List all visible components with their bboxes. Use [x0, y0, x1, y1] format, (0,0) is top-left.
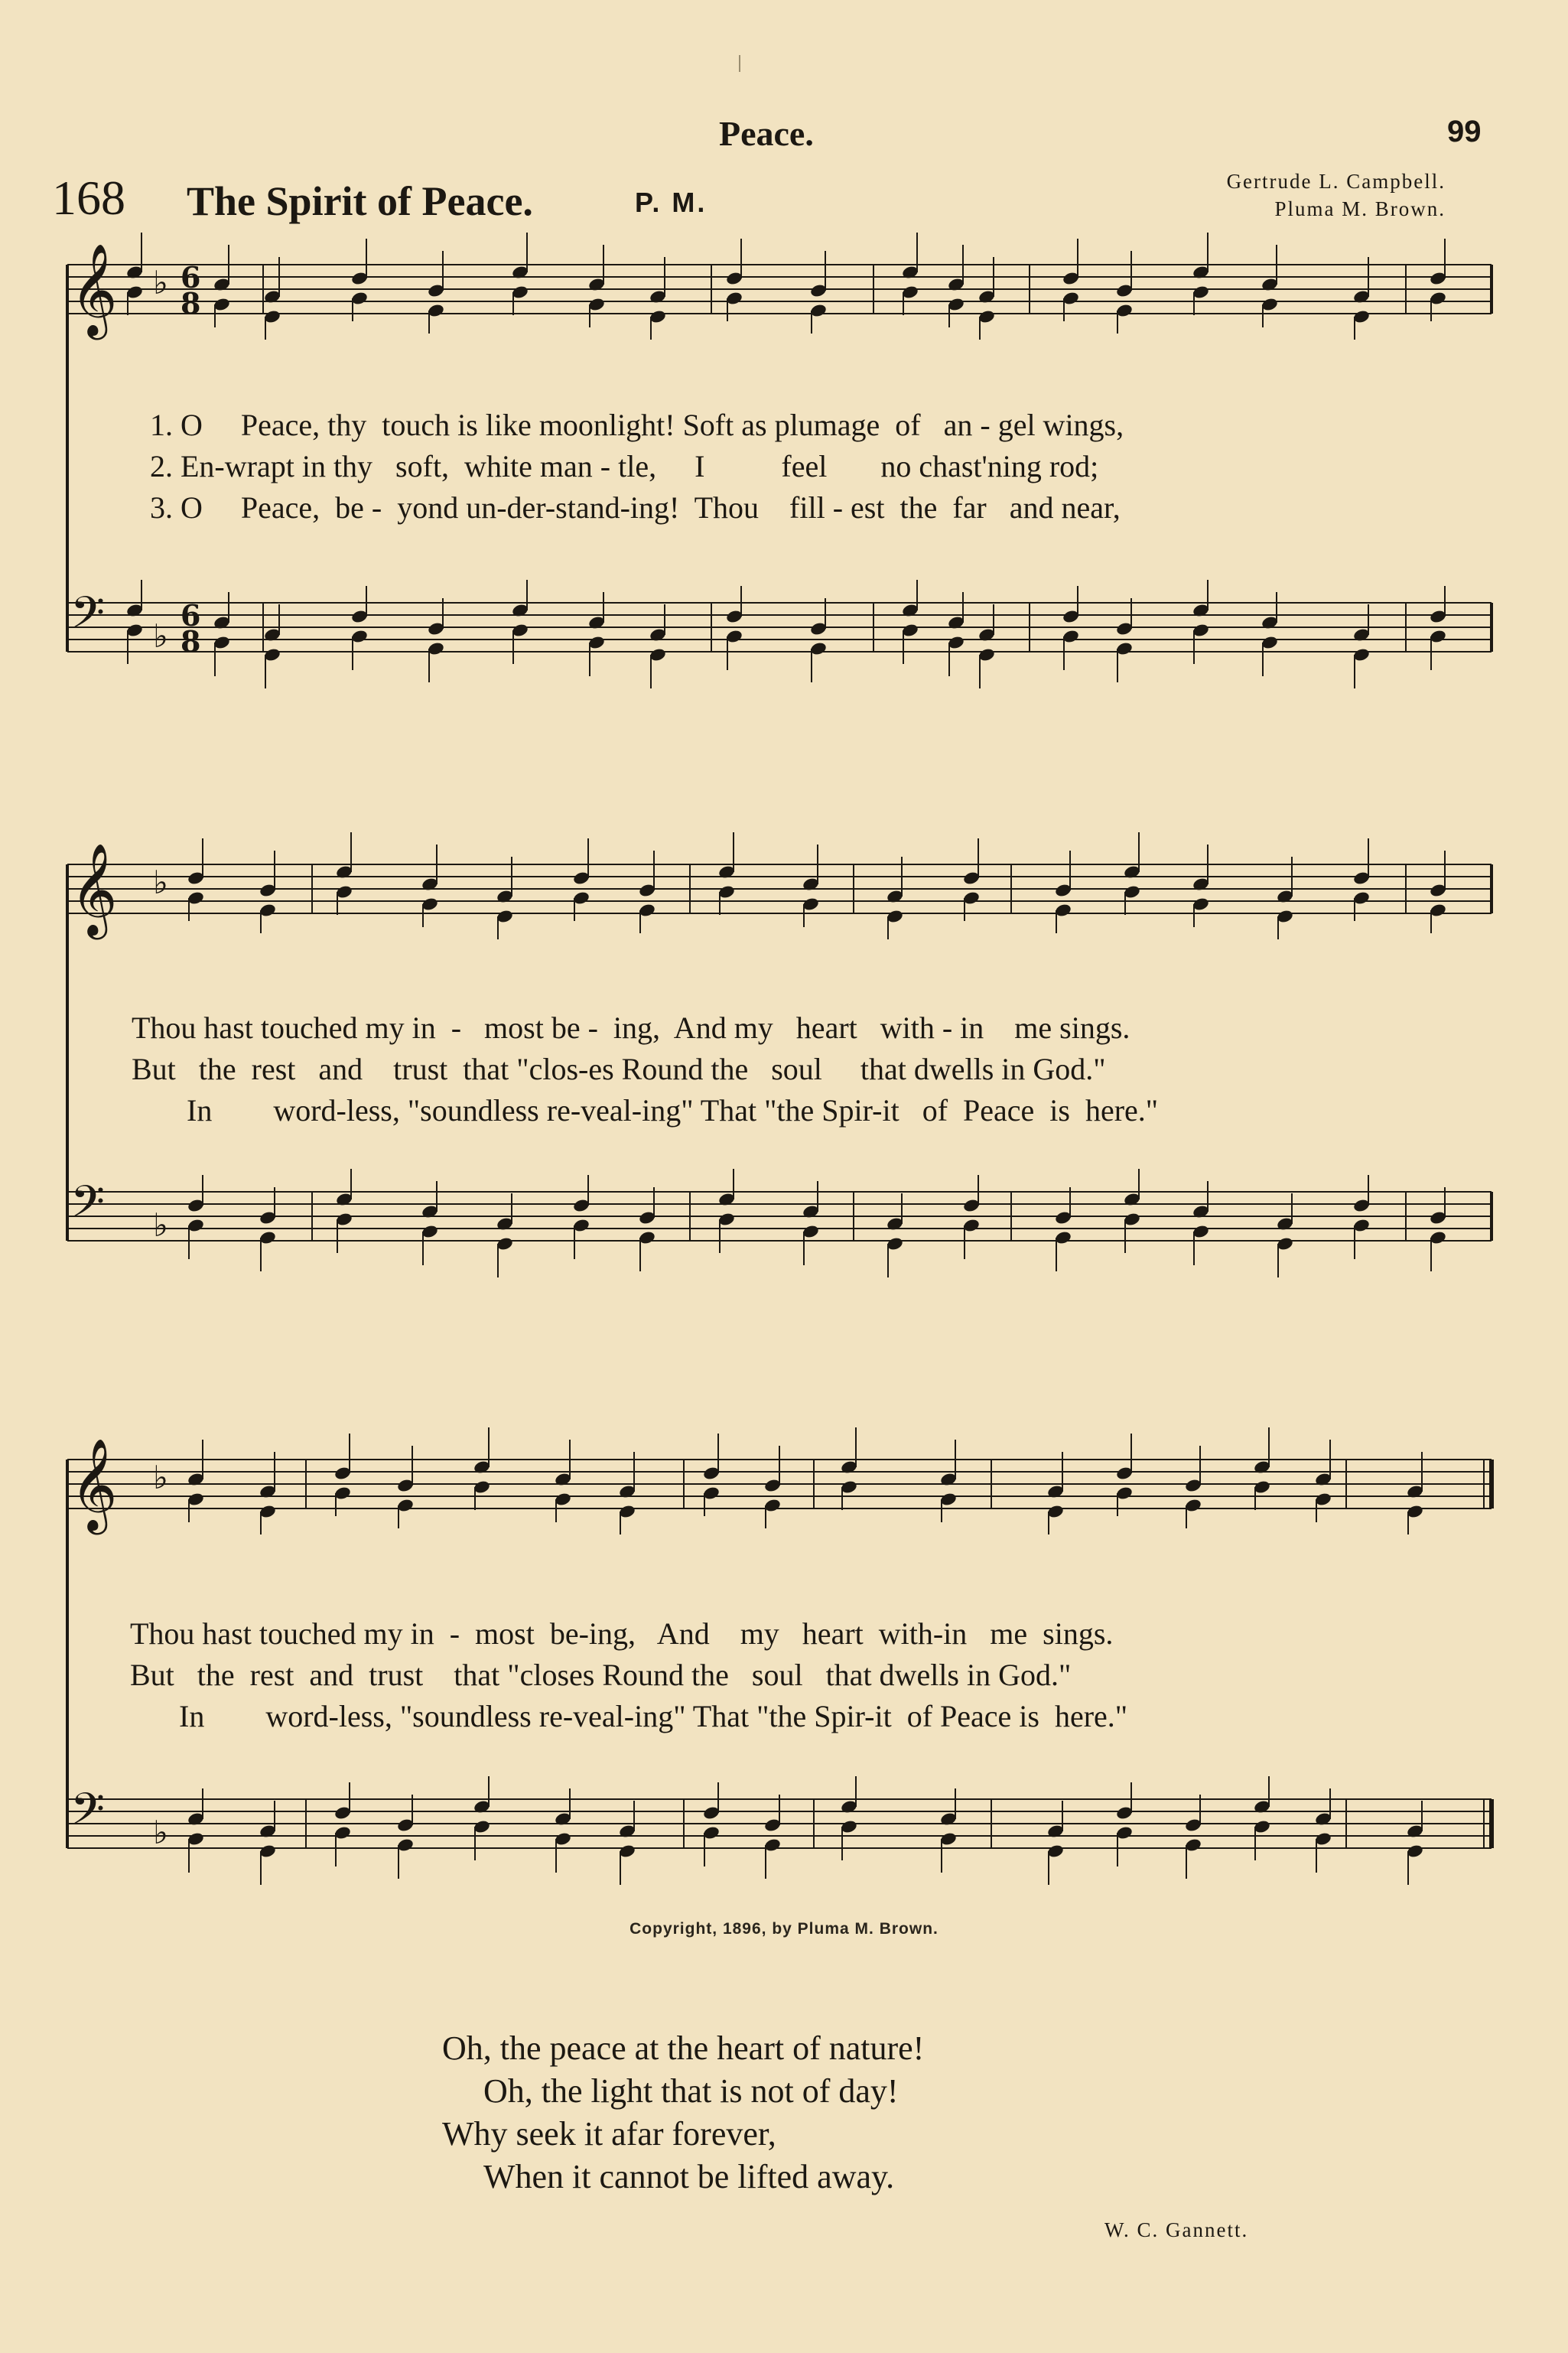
lyric-system3-verse3: In word-less, "soundless re-veal-ing" That "the Spir-it of Peace is here."	[179, 1699, 1128, 1733]
bass-clef-icon: 𝄢	[70, 1176, 106, 1238]
treble-clef-icon: 𝄞	[70, 1437, 118, 1531]
flat-icon: ♭	[153, 1206, 168, 1244]
lyric-system1-verse2: 2. En-wrapt in thy soft, white man - tle, I feel no chast'ning rod;	[150, 449, 1099, 483]
bass-clef-icon: 𝄢	[70, 587, 106, 649]
hymn-author: Gertrude L. Campbell.	[1226, 170, 1446, 193]
poem-author: W. C. Gannett.	[1104, 2218, 1249, 2241]
flat-icon: ♭	[153, 617, 168, 655]
lyric-system1-verse1: 1. O Peace, thy touch is like moonlight! Soft as plumage of an - gel wings,	[150, 408, 1124, 442]
flat-icon: ♭	[153, 1814, 168, 1851]
page-number: 99	[1447, 115, 1482, 148]
hymn-composer: Pluma M. Brown.	[1274, 197, 1446, 220]
treble-clef-icon: 𝄞	[70, 842, 118, 936]
hymn-meter: P. M.	[635, 187, 708, 218]
flat-icon: ♭	[153, 264, 168, 301]
hymn-title: The Spirit of Peace.	[187, 178, 533, 224]
bass-clef-icon: 𝄢	[70, 1783, 106, 1846]
poem-line-2: Oh, the light that is not of day!	[483, 2072, 899, 2110]
treble-clef-icon: 𝄞	[70, 242, 118, 336]
hymn-number: 168	[52, 171, 125, 225]
flat-icon: ♭	[153, 1459, 168, 1496]
lyric-system3-verse1: Thou hast touched my in - most be-ing, And my heart with-in me sings.	[130, 1616, 1114, 1651]
time-signature-bottom: 8	[181, 624, 201, 659]
poem-line-1: Oh, the peace at the heart of nature!	[442, 2029, 925, 2067]
lyric-system2-verse3: In word-less, "soundless re-veal-ing" That "the Spir-it of Peace is here."	[187, 1093, 1159, 1128]
time-signature-top: 6	[181, 598, 201, 633]
lyric-system3-verse2: But the rest and trust that "closes Round the soul that dwells in God."	[130, 1658, 1072, 1692]
copyright-notice: Copyright, 1896, by Pluma M. Brown.	[629, 1920, 939, 1938]
time-signature-top: 6	[181, 260, 201, 295]
lyric-system2-verse2: But the rest and trust that "clos-es Round the soul that dwells in God."	[132, 1052, 1106, 1086]
lyric-system1-verse3: 3. O Peace, be - yond un-der-stand-ing! Thou fill - est the far and near,	[150, 490, 1121, 525]
running-title: Peace.	[719, 114, 814, 153]
poem-line-4: When it cannot be lifted away.	[483, 2158, 895, 2195]
time-signature-bottom: 8	[181, 286, 201, 321]
lyric-system2-verse1: Thou hast touched my in - most be - ing, And my heart with - in me sings.	[132, 1011, 1130, 1045]
poem-line-3: Why seek it afar forever,	[442, 2115, 776, 2153]
flat-icon: ♭	[153, 864, 168, 901]
